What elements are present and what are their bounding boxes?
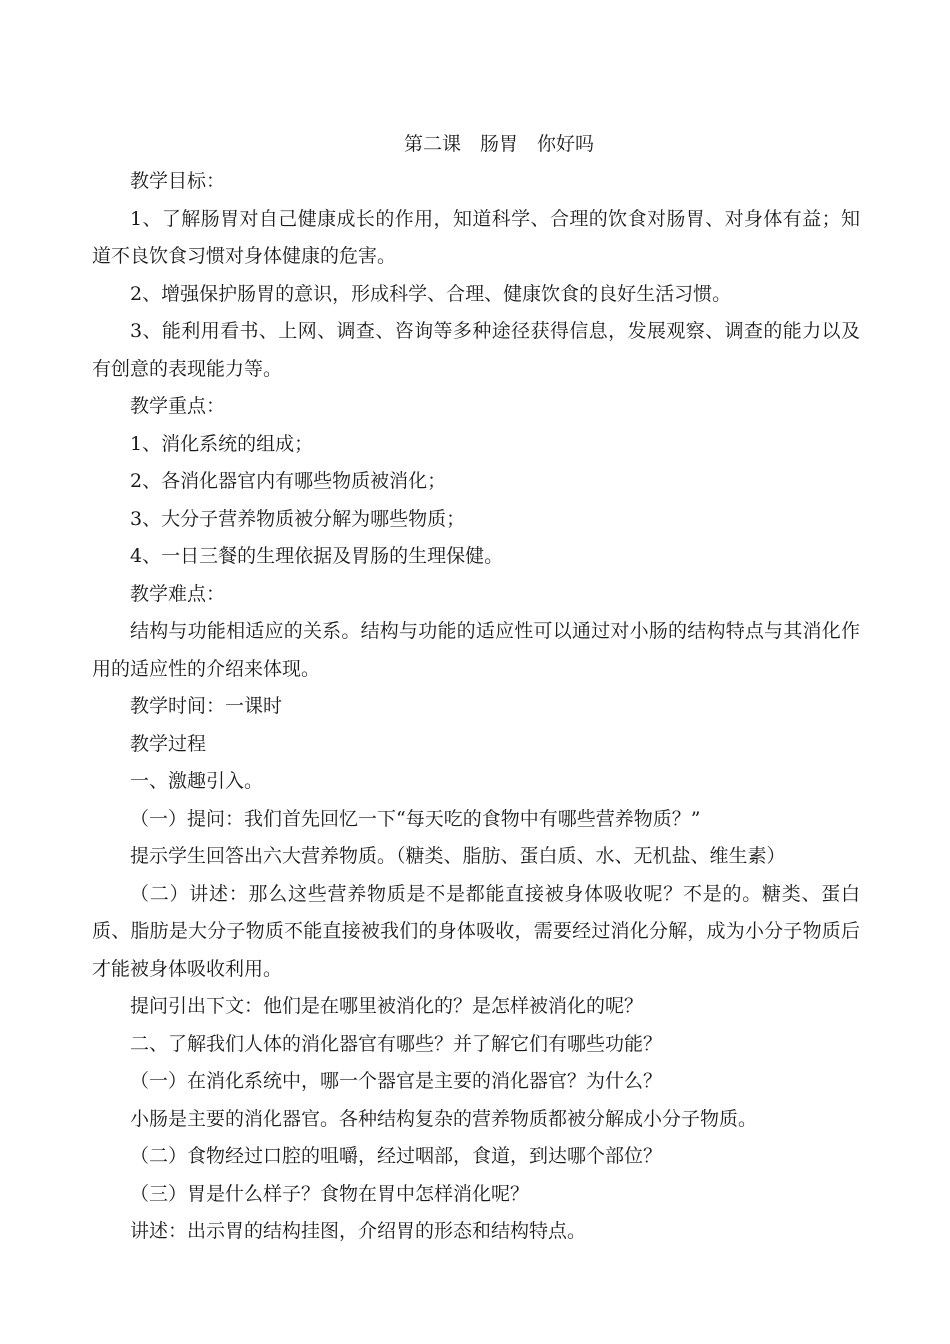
paragraph: 教学目标：	[130, 170, 226, 192]
paragraph: 1、了解肠胃对自己健康成长的作用，知道科学、合理的饮食对肠胃、对身体有益；知道不良饮食习惯对身体健康的危害。	[92, 207, 860, 267]
paragraph: 教学时间：一课时	[130, 695, 283, 717]
paragraph: 结构与功能相适应的关系。结构与功能的适应性可以通过对小肠的结构特点与其消化作用的适应性的介绍来体现。	[92, 620, 860, 680]
lesson-title: 第二课 肠胃 你好吗	[403, 133, 594, 155]
paragraph: 教学过程	[130, 732, 207, 755]
paragraph: 提示学生回答出六大营养物质。（糖类、脂肪、蛋白质、水、无机盐、维生素）	[130, 845, 786, 867]
paragraph: 教学难点：	[130, 582, 226, 605]
paragraph: 3、能利用看书、上网、调查、咨询等多种途径获得信息，发展观察、调查的能力以及有创意的表现能力等。	[92, 320, 860, 380]
paragraph: （三）胃是什么样子？食物在胃中怎样消化呢？	[130, 1182, 530, 1205]
paragraph: 讲述：出示胃的结构挂图，介绍胃的形态和结构特点。	[130, 1220, 587, 1242]
paragraph: 2、各消化器官内有哪些物质被消化；	[130, 470, 447, 492]
paragraph: 3、大分子营养物质被分解为哪些物质；	[130, 507, 466, 530]
paragraph: 一、激趣引入。	[130, 770, 264, 792]
paragraph: 1、消化系统的组成；	[130, 432, 314, 455]
paragraph: 教学重点：	[130, 395, 226, 417]
paragraph: （一）提问：我们首先回忆一下“每天吃的食物中有哪些营养物质？”	[130, 807, 701, 830]
paragraph: （二）讲述：那么这些营养物质是不是都能直接被身体吸收呢？不是的。糖类、蛋白质、脂肪是大分子物质不能直接被我们的身体吸收，需要经过消化分解，成为小分子物质后才能被身体吸收利用。	[92, 882, 860, 980]
paragraph: 二、了解我们人体的消化器官有哪些？并了解它们有哪些功能？	[130, 1032, 663, 1055]
document-page	[92, 126, 860, 1251]
paragraph: （二）食物经过口腔的咀嚼，经过咽部，食道，到达哪个部位？	[130, 1145, 663, 1167]
paragraph: 提问引出下文：他们是在哪里被消化的？是怎样被消化的呢？	[130, 995, 644, 1017]
paragraph: 4、一日三餐的生理依据及胃肠的生理保健。	[130, 545, 504, 567]
paragraph: 2、增强保护肠胃的意识，形成科学、合理、健康饮食的良好生活习惯。	[130, 282, 732, 305]
paragraph: （一）在消化系统中，哪一个器官是主要的消化器官？为什么？	[130, 1070, 663, 1092]
paragraph: 小肠是主要的消化器官。各种结构复杂的营养物质都被分解成小分子物质。	[130, 1107, 758, 1130]
